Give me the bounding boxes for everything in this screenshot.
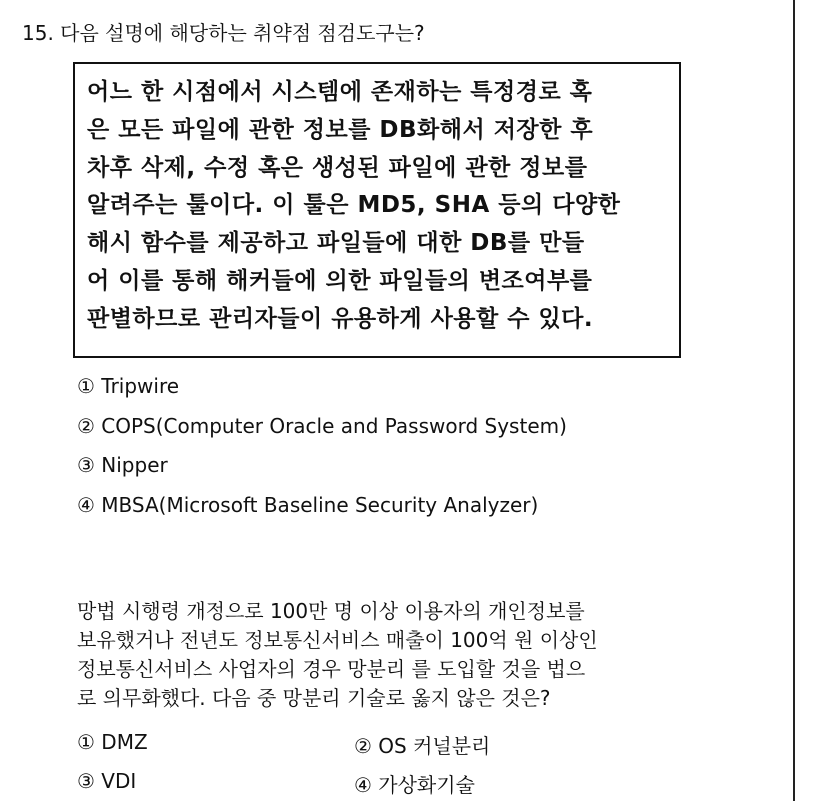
paragraph-line: 로 의무화했다. 다음 중 망분리 기술로 옳지 않은 것은? <box>77 686 551 710</box>
paragraph-line: 보유했거나 전년도 정보통신서비스 매출이 100억 원 이상인 <box>77 628 598 652</box>
description-line: 어느 한 시점에서 시스템에 존재하는 특정경로 혹 <box>87 79 593 105</box>
paragraph-line: 정보통신서비스 사업자의 경우 망분리 를 도입할 것을 법으 <box>77 657 586 681</box>
option-1[interactable]: ① DMZ <box>77 730 148 754</box>
description-line: 알려주는 툴이다. 이 툴은 MD5, SHA 등의 다양한 <box>87 192 621 219</box>
option-1[interactable]: ① Tripwire <box>77 374 180 398</box>
option-3[interactable]: ③ Nipper <box>77 453 168 477</box>
option-2[interactable]: ② COPS(Computer Oracle and Password System) <box>77 413 567 438</box>
question-15-title: 15. 다음 설명에 해당하는 취약점 점검도구는? <box>22 21 425 45</box>
question-15-options <box>77 374 567 532</box>
description-line: 차후 삭제, 수정 혹은 생성된 파일에 관한 정보를 <box>87 154 588 181</box>
column-divider <box>793 0 795 801</box>
question-15-description-box <box>73 62 681 358</box>
paragraph-line: 망법 시행령 개정으로 100만 명 이상 이용자의 개인정보를 <box>77 599 585 623</box>
description-line: 어 이를 통해 해커들에 의한 파일들의 변조여부를 <box>87 267 593 294</box>
option-2[interactable]: ② OS 커널분리 <box>354 734 491 758</box>
question-16-options <box>77 730 631 808</box>
description-line: 판별하므로 관리자들이 유용하게 사용할 수 있다. <box>87 305 594 332</box>
description-line: 은 모든 파일에 관한 정보를 DB화해서 저장한 후 <box>87 116 594 143</box>
option-4[interactable]: ④ 가상화기술 <box>354 773 475 797</box>
option-4[interactable]: ④ MBSA(Microsoft Baseline Security Analyzer) <box>77 492 539 517</box>
option-3[interactable]: ③ VDI <box>77 769 137 793</box>
question-16-paragraph <box>77 597 598 713</box>
description-line: 해시 함수를 제공하고 파일들에 대한 DB를 만들 <box>87 230 585 257</box>
